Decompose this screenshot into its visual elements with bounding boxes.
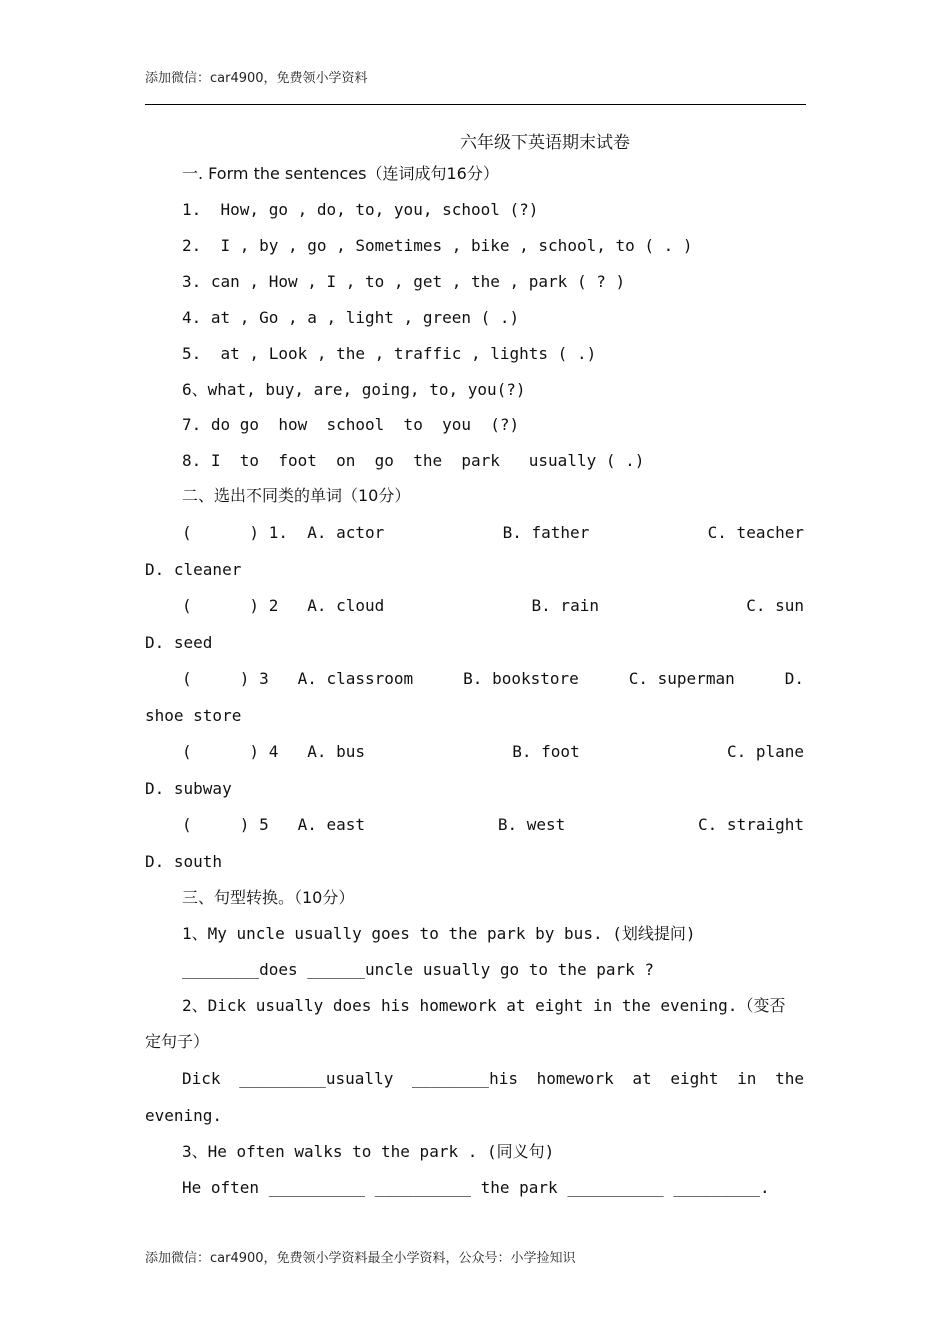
section1-item: 8. I to foot on go the park usually ( .) xyxy=(182,451,645,470)
transform-question: 2、Dick usually does his homework at eight in the evening.（变否 xyxy=(182,996,786,1015)
header-divider xyxy=(145,104,806,105)
answer-word: the xyxy=(775,1069,804,1088)
option-b: B. rain xyxy=(531,596,599,615)
option-d: D. subway xyxy=(145,779,232,798)
answer-line-cont: evening. xyxy=(145,1106,223,1125)
page-title: 六年级下英语期末试卷 xyxy=(460,133,630,153)
option-d: D. south xyxy=(145,852,223,871)
answer-word: _________usually xyxy=(239,1069,394,1088)
option-c: C. straight xyxy=(698,815,804,834)
question-row xyxy=(182,596,804,616)
option-c: C. superman xyxy=(628,669,735,688)
page-header: 添加微信：car4900，免费领小学资料 xyxy=(145,71,368,86)
option-d: shoe store xyxy=(145,706,242,725)
section1-item: 7. do go how school to you (?) xyxy=(182,415,520,434)
section1-item: 2. I , by , go , Sometimes , bike , school, to ( . ) xyxy=(182,236,693,255)
section1-item: 1. How, go , do, to, you, school (?) xyxy=(182,200,539,219)
option-b: B. foot xyxy=(512,742,580,761)
question-stem: ( ) 1. A. actor xyxy=(182,523,385,542)
question-row xyxy=(182,669,804,689)
option-c: C. sun xyxy=(746,596,804,615)
option-b: B. father xyxy=(502,523,590,542)
section1-item: 3. can , How , I , to , get , the , park ( ? ) xyxy=(182,272,626,291)
answer-word: homework xyxy=(536,1069,614,1088)
question-stem: ( ) 4 A. bus xyxy=(182,742,366,761)
question-stem: ( ) 3 A. classroom xyxy=(182,669,414,688)
option-b: B. west xyxy=(497,815,566,834)
answer-word: eight xyxy=(670,1069,719,1088)
section1-heading: 一. Form the sentences（连词成句16分） xyxy=(182,164,499,183)
option-d-label: D. xyxy=(784,669,804,688)
question-stem: ( ) 2 A. cloud xyxy=(182,596,385,615)
transform-question: 3、He often walks to the park . (同义句) xyxy=(182,1142,555,1161)
section1-item: 6、what, buy, are, going, to, you(?) xyxy=(182,380,526,399)
transform-question: 1、My uncle usually goes to the park by bus. (划线提问) xyxy=(182,924,696,943)
answer-line: He often __________ __________ the park __________ _________. xyxy=(182,1178,770,1197)
answer-word: ________his xyxy=(412,1069,518,1088)
question-stem: ( ) 5 A. east xyxy=(182,815,366,834)
option-c: C. plane xyxy=(726,742,804,761)
section1-item: 4. at , Go , a , light , green ( .) xyxy=(182,308,520,327)
option-d: D. cleaner xyxy=(145,560,242,579)
answer-word: Dick xyxy=(182,1069,221,1088)
option-b: B. bookstore xyxy=(463,669,579,688)
answer-line: ________does ______uncle usually go to the park ? xyxy=(182,960,655,979)
section3-heading: 三、句型转换。（10分） xyxy=(182,888,355,907)
answer-word: at xyxy=(632,1069,652,1088)
question-row xyxy=(182,523,804,543)
page-footer: 添加微信：car4900，免费领小学资料最全小学资料，公众号：小学捡知识 xyxy=(145,1251,576,1266)
section1-item: 5. at , Look , the , traffic , lights ( .) xyxy=(182,344,597,363)
answer-line xyxy=(182,1069,804,1089)
option-d: D. seed xyxy=(145,633,213,652)
transform-question-cont: 定句子） xyxy=(145,1032,210,1051)
section2-heading: 二、选出不同类的单词（10分） xyxy=(182,486,411,505)
option-c: C. teacher xyxy=(707,523,804,542)
question-row xyxy=(182,742,804,762)
answer-word: in xyxy=(737,1069,757,1088)
question-row xyxy=(182,815,804,835)
